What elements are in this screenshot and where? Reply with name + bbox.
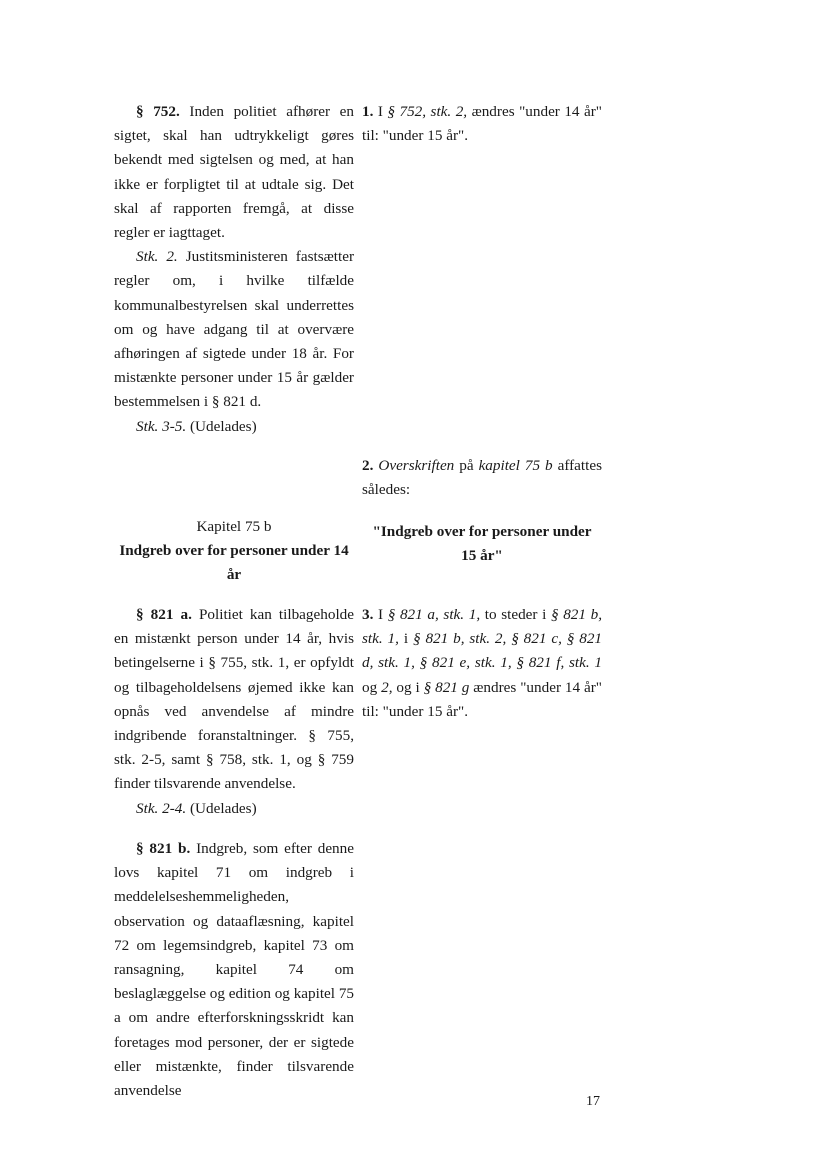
amendment-1-ref: § 752, stk. 2, <box>387 103 468 120</box>
stk3-5-text: (Udelades) <box>190 417 257 435</box>
amendment-1-pre: I <box>377 103 383 120</box>
section-821a-stk2-4 <box>114 797 354 821</box>
amendment-3-paragraph <box>362 603 602 724</box>
amendment-1 <box>362 100 602 148</box>
amendment-3-mid2: i <box>403 630 409 648</box>
amendment-2-paragraph <box>362 454 602 502</box>
amendment-3-number: 3. <box>362 606 374 623</box>
amendment-2-ref: Overskriften <box>378 457 455 474</box>
section-821b-ref: § 821 b. <box>136 840 191 857</box>
amendment-3-text: ændres "under 14 år" til: "under 15 år". <box>362 678 602 720</box>
amendment-2-ref2: kapitel 75 b <box>478 457 553 474</box>
section-752-stk3-5 <box>114 415 354 439</box>
stk2-4-text: (Udelades) <box>190 799 257 817</box>
amendment-2-number: 2. <box>362 457 374 474</box>
section-752-ref: § 752. <box>136 103 180 120</box>
amendment-1-paragraph <box>362 100 602 148</box>
section-752 <box>114 100 354 439</box>
chapter-title: Indgreb over for personer under 14 år <box>119 542 349 584</box>
amendment-3-ref1: § 821 a, stk. 1, <box>387 606 481 623</box>
section-821a <box>114 603 354 821</box>
chapter-heading <box>114 515 354 588</box>
new-chapter-title: "Indgreb over for personer under 15 år" <box>372 523 592 565</box>
section-821b-paragraph <box>114 837 354 1103</box>
amendment-2 <box>362 454 602 502</box>
section-821a-text: Politiet kan tilbageholde en mistænkt person under 14 år, hvis betingelserne i § 755, stk. 1, er opfyldt og tilbageholdelsens øjemed ikke kan opnås ved anvendelse af mindre indgribende foranstaltninger. § 755, stk. 2-5, samt § 758, stk. 1, og § 759 finder tilsvarende anvendelse. <box>114 606 354 793</box>
chapter-label: Kapitel 75 b <box>196 518 272 535</box>
amendment-3 <box>362 603 602 724</box>
amendment-1-text: ændres "under 14 år" til: "under 15 år". <box>362 103 603 145</box>
amendment-2-text: affattes således: <box>362 457 602 499</box>
amendment-2-mid: på <box>459 457 474 474</box>
amendment-3-ref2: § 821 b, stk. 1, <box>362 606 603 648</box>
amendment-3-ref4: 2, <box>381 678 393 696</box>
stk2-text: Justitsministeren fastsætter regler om, i hvilke tilfælde kommunalbestyrelsen skal underrettes om og have adgang til at overvære afhøringen af sigtede under 18 år. For mistænkte personer under 15 år gælder bestemmelsen i § 821 d. <box>114 248 354 411</box>
amendment-3-pre: I <box>378 606 384 623</box>
amendment-3-ref3: § 821 b, stk. 2, § 821 c, § 821 d, stk. 1, § 821 e, stk. 1, § 821 f, stk. 1 <box>362 630 603 672</box>
section-752-stk2 <box>114 245 354 414</box>
section-821a-ref: § 821 a. <box>136 606 192 623</box>
section-821b <box>114 837 354 1103</box>
amendment-3-mid1: to steder i <box>484 606 547 623</box>
amendment-3-mid3: og <box>362 678 378 696</box>
page-number: 17 <box>586 1094 600 1109</box>
stk2-4-label: Stk. 2-4. <box>136 799 187 817</box>
amendment-3-mid4: og i <box>396 678 420 696</box>
section-821b-text: Indgreb, som efter denne lovs kapitel 71 om indgreb i meddelelseshemmeligheden, observation og dataaflæsning, kapitel 72 om legemsindgreb, kapitel 73 om ransagning, kapitel 74 om beslaglæggelse og edition og kapitel 75 a om andre efterforskningsskridt kan foretages mod personer, der er sigtede eller mistænkte, finder tilsvarende anvendelse <box>114 840 355 1100</box>
stk3-5-label: Stk. 3-5. <box>136 417 187 435</box>
stk2-label: Stk. 2. <box>136 248 178 266</box>
amendment-3-ref5: § 821 g <box>423 678 470 696</box>
section-821a-paragraph <box>114 603 354 797</box>
section-752-paragraph <box>114 100 354 245</box>
amendment-1-number: 1. <box>362 103 374 120</box>
section-752-text: Inden politiet afhører en sigtet, skal han udtrykkeligt gøres bekendt med sigtelsen og med, at han ikke er forpligtet til at udtale sig. Det skal af rapporten fremgå, at disse regler er iagttaget. <box>114 103 354 242</box>
